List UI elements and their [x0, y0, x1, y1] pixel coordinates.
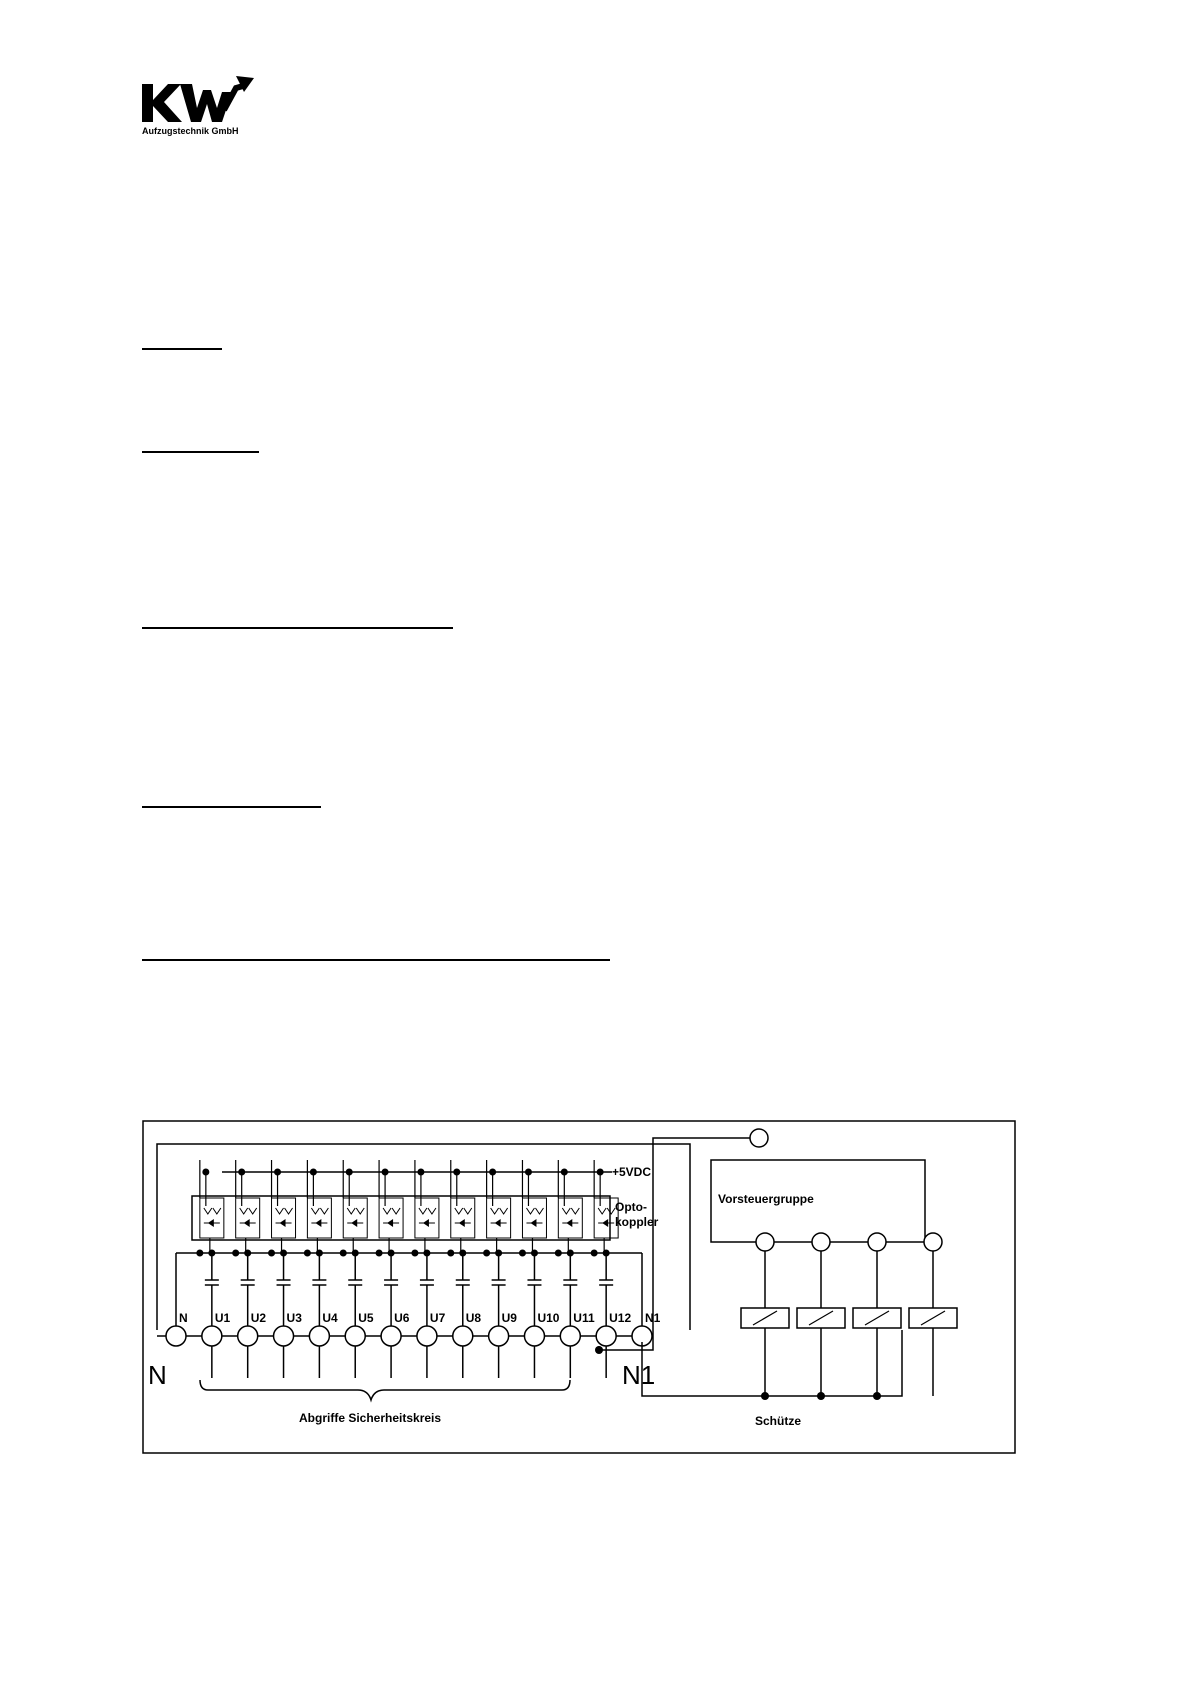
terminal	[345, 1326, 365, 1346]
phototransistor-symbol	[491, 1208, 499, 1214]
terminal-label: U4	[322, 1311, 338, 1325]
phototransistor-symbol	[571, 1208, 579, 1214]
supply-junction-dot	[274, 1169, 281, 1176]
logo-company-name: Aufzugstechnik GmbH	[142, 126, 239, 136]
contactors-label: Schütze	[755, 1414, 802, 1428]
supply-junction-dot	[310, 1169, 317, 1176]
supply-junction-dot	[597, 1169, 604, 1176]
precontrol-label: Vorsteuergruppe	[718, 1192, 814, 1206]
optocoupler	[415, 1198, 439, 1238]
optocoupler	[343, 1198, 367, 1238]
supply-junction-dot	[382, 1169, 389, 1176]
bus-junction-dot	[316, 1250, 323, 1257]
phototransistor-symbol	[598, 1208, 606, 1214]
precontrol-output-terminal	[756, 1233, 774, 1251]
terminal	[309, 1326, 329, 1346]
supply-junction-dot	[238, 1169, 245, 1176]
opto-junction-dot	[340, 1250, 347, 1257]
terminal	[489, 1326, 509, 1346]
taps-label: Abgriffe Sicherheitskreis	[299, 1411, 442, 1425]
precontrol-output-terminal	[924, 1233, 942, 1251]
section-heading-rule-5	[142, 959, 610, 961]
phototransistor-symbol	[311, 1208, 319, 1214]
terminal	[274, 1326, 294, 1346]
optocoupler	[236, 1198, 260, 1238]
phototransistor-symbol	[213, 1208, 221, 1214]
phototransistor-symbol	[428, 1208, 436, 1214]
supply-junction-dot	[453, 1169, 460, 1176]
opto-junction-dot	[376, 1250, 383, 1257]
opto-junction-dot	[411, 1250, 418, 1257]
terminal-label: N	[179, 1311, 188, 1325]
bus-junction-dot	[495, 1250, 502, 1257]
opto-junction-dot	[196, 1250, 203, 1257]
supply-junction-dot	[202, 1169, 209, 1176]
optocoupler	[272, 1198, 296, 1238]
return-junction-dot	[761, 1392, 769, 1400]
bus-junction-dot	[531, 1250, 538, 1257]
wiring-diagram-svg	[142, 1120, 1016, 1454]
opto-junction-dot	[591, 1250, 598, 1257]
terminal	[381, 1326, 401, 1346]
terminal	[202, 1326, 222, 1346]
optocoupler	[379, 1198, 403, 1238]
n1-return-wire	[642, 1330, 902, 1396]
optocoupler	[200, 1198, 224, 1238]
section-heading-rule-4	[142, 806, 321, 808]
opto-junction-dot	[304, 1250, 311, 1257]
n1-label: N1	[622, 1360, 656, 1390]
opto-junction-dot	[519, 1250, 526, 1257]
opto-junction-dot	[555, 1250, 562, 1257]
phototransistor-symbol	[464, 1208, 472, 1214]
precontrol-output-terminal	[868, 1233, 886, 1251]
section-heading-rule-3	[142, 627, 453, 629]
wiring-diagram	[142, 1120, 1016, 1454]
opto-junction-dot	[447, 1250, 454, 1257]
terminal	[417, 1326, 437, 1346]
supply-junction-dot	[525, 1169, 532, 1176]
phototransistor-symbol	[500, 1208, 508, 1214]
terminal	[238, 1326, 258, 1346]
terminal	[166, 1326, 186, 1346]
diagram-frame	[143, 1121, 1015, 1453]
kw-logo-mark	[140, 72, 260, 138]
supply-junction-dot	[417, 1169, 424, 1176]
bus-junction-dot	[567, 1250, 574, 1257]
junction-dot	[595, 1346, 603, 1354]
return-junction-dot	[817, 1392, 825, 1400]
bus-junction-dot	[423, 1250, 430, 1257]
optocoupler	[451, 1198, 475, 1238]
phototransistor-symbol	[347, 1208, 355, 1214]
terminal-label: U2	[250, 1311, 267, 1325]
terminal-label: U10	[537, 1311, 560, 1325]
terminal-label: U1	[214, 1311, 231, 1325]
terminal-label: U11	[573, 1311, 595, 1325]
phototransistor-symbol	[455, 1208, 463, 1214]
terminal-label: U7	[429, 1311, 446, 1325]
supply-junction-dot	[489, 1169, 496, 1176]
phototransistor-symbol	[285, 1208, 293, 1214]
optocoupler-block	[192, 1196, 610, 1240]
terminal	[524, 1326, 544, 1346]
phototransistor-symbol	[562, 1208, 570, 1214]
terminal-label: U12	[609, 1311, 632, 1325]
phototransistor-symbol	[392, 1208, 400, 1214]
bus-junction-dot	[603, 1250, 610, 1257]
optocoupler-label-1: Opto-	[615, 1200, 647, 1214]
optocoupler	[487, 1198, 511, 1238]
terminal-strip	[157, 1250, 661, 1379]
opto-junction-dot	[232, 1250, 239, 1257]
optocoupler	[307, 1198, 331, 1238]
terminal-label: U5	[358, 1311, 374, 1325]
bus-junction-dot	[280, 1250, 287, 1257]
terminal-label: U8	[465, 1311, 482, 1325]
bus-junction-dot	[244, 1250, 251, 1257]
terminal-label: U3	[286, 1311, 302, 1325]
terminal-label: N1	[645, 1311, 661, 1325]
taps-bracket	[200, 1380, 570, 1400]
optocoupler-label-2: koppler	[615, 1215, 659, 1229]
company-logo	[140, 72, 260, 138]
phototransistor-symbol	[320, 1208, 328, 1214]
section-heading-rule-2	[142, 451, 259, 453]
phototransistor-symbol	[535, 1208, 543, 1214]
precontrol-input-terminal	[750, 1129, 768, 1147]
optocoupler-array	[196, 1160, 618, 1257]
terminal-label: U6	[394, 1311, 410, 1325]
phototransistor-symbol	[276, 1208, 284, 1214]
optocoupler	[522, 1198, 546, 1238]
neutral-label: N	[148, 1360, 167, 1390]
return-junction-dot	[873, 1392, 881, 1400]
phototransistor-symbol	[204, 1208, 212, 1214]
supply-label: +5VDC	[612, 1165, 652, 1179]
bus-junction-dot	[459, 1250, 466, 1257]
opto-junction-dot	[268, 1250, 275, 1257]
phototransistor-symbol	[607, 1208, 615, 1214]
opto-junction-dot	[483, 1250, 490, 1257]
section-heading-rule-1	[142, 348, 222, 350]
terminal	[560, 1326, 580, 1346]
optocoupler	[558, 1198, 582, 1238]
supply-junction-dot	[561, 1169, 568, 1176]
precontrol-output-terminal	[812, 1233, 830, 1251]
terminal	[453, 1326, 473, 1346]
phototransistor-symbol	[240, 1208, 248, 1214]
phototransistor-symbol	[249, 1208, 257, 1214]
terminal	[596, 1326, 616, 1346]
bus-junction-dot	[208, 1250, 215, 1257]
contactor-array	[741, 1233, 957, 1400]
phototransistor-symbol	[526, 1208, 534, 1214]
phototransistor-symbol	[383, 1208, 391, 1214]
supply-junction-dot	[346, 1169, 353, 1176]
terminal-label: U9	[501, 1311, 517, 1325]
bus-junction-dot	[352, 1250, 359, 1257]
phototransistor-symbol	[356, 1208, 364, 1214]
bus-junction-dot	[388, 1250, 395, 1257]
phototransistor-symbol	[419, 1208, 427, 1214]
